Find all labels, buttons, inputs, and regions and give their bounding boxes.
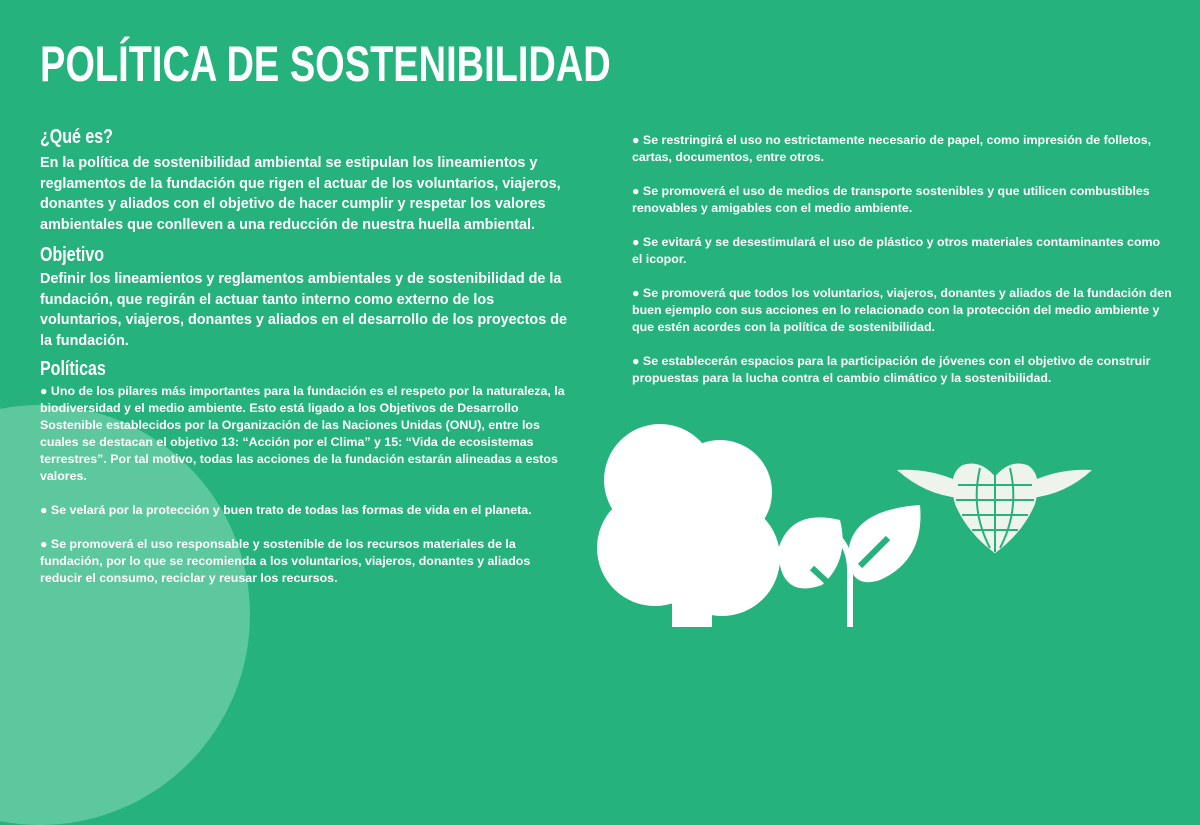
policy-item: ● Uno de los pilares más importantes para la fundación es el respeto por la naturaleza, la biodiversidad y el medio ambiente. Esto está ligado a los Objetivos de Desarrollo Sostenible establecidos por la Organización de las Naciones Unidas (ONU), entre los cuales se destacan el objetivo 13: “Acción por el Clima” y 15: “Vida de ecosistemas terrestres”. Por tal motivo, todas las acciones de la fundación estarán alineadas a estos valores. (40, 384, 565, 483)
politicas-heading: Políticas (40, 358, 106, 380)
objetivo-text: Definir los lineamientos y reglamentos ambientales y de sostenibilidad de la fundación, que regirán el actuar tanto interno como externo de los voluntarios, viajeros, donantes y aliados en el desarrollo de los proyectos de la fundación. (40, 271, 568, 349)
policy-item: ● Se promoverá que todos los voluntarios, viajeros, donantes y aliados de la fundación den buen ejemplo con sus acciones en lo relacionado con la protección del medio ambiente y que estén acordes con la política de sostenibilidad. (632, 286, 1172, 334)
objetivo-heading: Objetivo (40, 244, 105, 266)
policy-item: ● Se establecerán espacios para la participación de jóvenes con el objetivo de construir propuestas para la lucha contra el cambio climático y la sostenibilidad. (632, 354, 1151, 385)
page-title: POLÍTICA DE SOSTENIBILIDAD (40, 36, 611, 92)
winged-heart-globe-icon (897, 465, 1092, 553)
sprout-icon (778, 505, 921, 627)
policy-item: ● Se velará por la protección y buen trato de todas las formas de vida en el planeta. (40, 503, 532, 517)
policy-item: ● Se promoverá el uso de medios de transporte sostenibles y que utilicen combustibles renovables y amigables con el medio ambiente. (632, 184, 1150, 215)
policy-item: ● Se restringirá el uso no estrictamente necesario de papel, como impresión de folletos, cartas, documentos, entre otros. (632, 133, 1152, 164)
tree-icon (597, 424, 780, 627)
que-es-heading: ¿Qué es? (40, 126, 113, 148)
policy-item: ● Se evitará y se desestimulará el uso de plástico y otros materiales contaminantes como el icopor. (632, 235, 1161, 266)
que-es-text: En la política de sostenibilidad ambiental se estipulan los lineamientos y reglamentos de la fundación que rigen el actuar de los voluntarios, viajeros, donantes y aliados con el objetivo de hacer cumplir y respetar los valores ambientales que conlleven a una reducción de nuestra huella ambiental. (40, 155, 561, 233)
policy-item: ● Se promoverá el uso responsable y sostenible de los recursos materiales de la fundación, por lo que se recomienda a los voluntarios, viajeros, donantes y aliados reducir el consumo, reciclar y reusar los recursos. (40, 537, 531, 585)
